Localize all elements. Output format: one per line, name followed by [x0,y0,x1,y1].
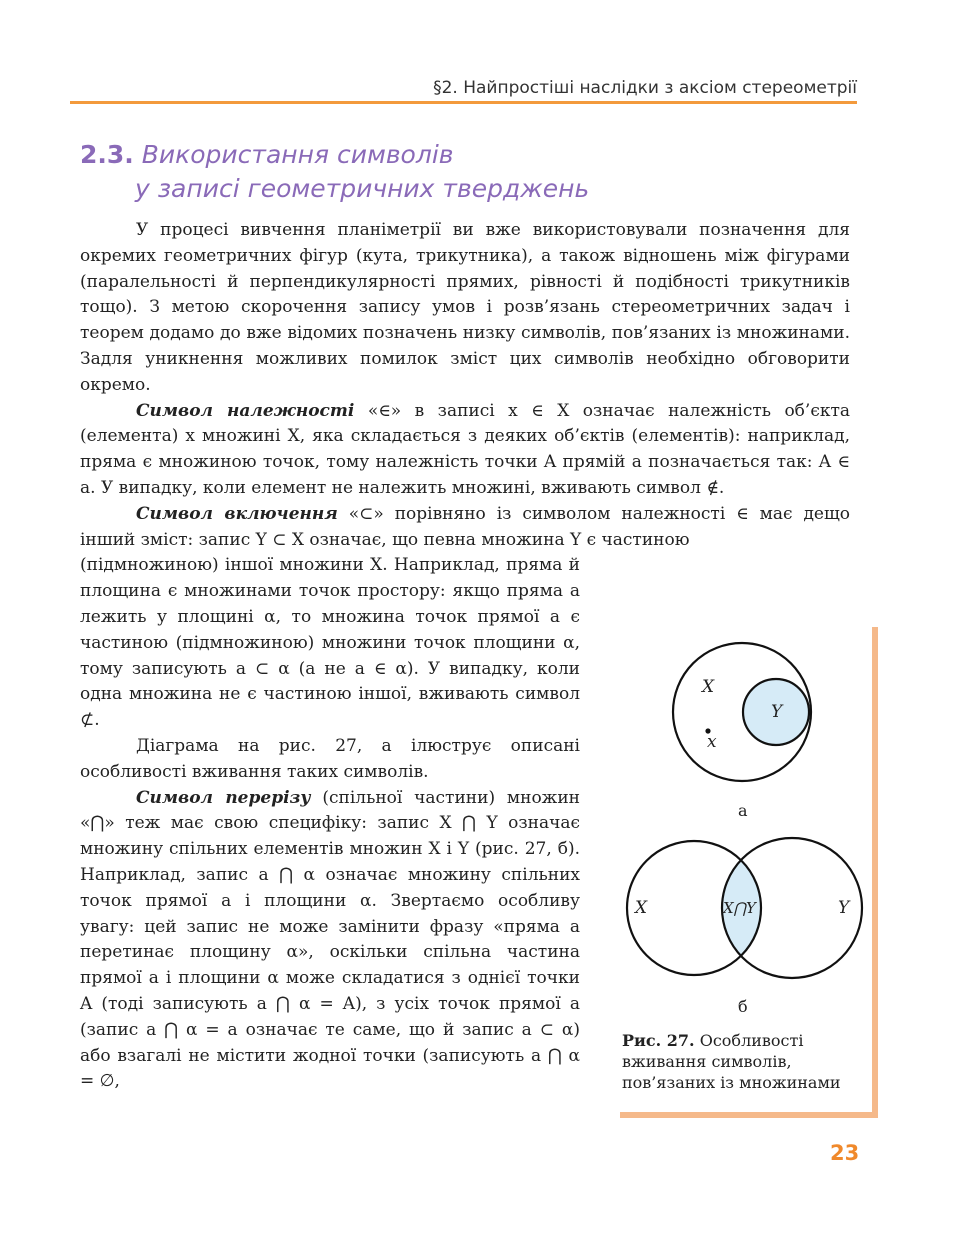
venn-diagram-b [620,830,870,1025]
paragraph-inclusion [80,502,850,554]
term-intersection: Символ перерізу [136,787,311,808]
figure-a-caption: а [738,801,748,820]
paragraph-intersection-text: (спільної частини) множин «⋂» теж має свою специфіку: запис X ⋂ Y означає множину спільних елементів множин X і Y (рис. 27, б). Наприклад, запис a ⋂ α означає множину спільних точок прямої a і площини α. Звертаємо особливу увагу: цей запис не може замінити фразу «пряма a перетинає площину α», оскільки спільна частина прямої a і площини α може складатися з однієї точки A (тоді записують a ⋂ α = A), з усіх точок прямої a (запис a ⋂ α = a означає те саме, що й запис a ⊂ α) або взагалі не містити жодної точки (записують a ⋂ α = ∅, [80,787,580,1092]
label-set-y: Y [838,898,850,918]
term-inclusion: Символ включення [136,503,338,524]
label-set-x: X [702,677,715,697]
label-intersection: X⋂Y [723,899,756,917]
paragraph-inclusion-text: «⊂» порівняно із символом належності ∈ має дещо інший зміст: запис Y ⊂ X означає, що певна множина Y є частиною [80,503,851,550]
term-membership: Символ належності [136,400,355,421]
running-header: §2. Найпростіші наслідки з аксіом стереометрії [433,78,857,98]
label-set-y: Y [771,702,783,722]
section-title [80,138,589,206]
paragraph-intro: У процесі вивчення планіметрії ви вже використовували позначення для окремих геометричних фігур (кута, трикутника), а також відношень між фігурами (паралельності й перпендикулярності прямих, рівності й подібності трикутників тощо). З метою скорочення запису умов і розв’язань стереометричних задач і теорем додамо до вже відомих позначень низку символів, пов’язаних із множинами. Задля уникнення можливих помилок зміст цих символів необхідно обговорити окремо. [80,220,850,395]
figure-b-caption: б [738,997,748,1016]
paragraph-intersection [80,786,580,1096]
label-element-x: x [707,732,717,752]
paragraph-membership [80,399,850,502]
figure-caption-number: Рис. 27. [622,1031,695,1050]
paragraph-inclusion-continued: (підмножиною) іншої множини X. Наприклад, пряма й площина є множинами точок простору: якщо пряма a лежить у площині α, то множина точок прямої a є частиною (підмножиною) множини точок площини α, тому записують a ⊂ α (а не a ∈ α). У випадку, коли одна множина не є частиною іншої, вживають символ ⊄. [80,555,580,731]
paragraph-diagram: Діаграма на рис. 27, а ілюструє описані особливості вживання таких символів. [80,735,580,782]
label-set-x: X [635,898,648,918]
page-number: 23 [830,1141,860,1165]
section-number: 2.3. [80,140,134,169]
header-rule [70,101,857,104]
figure-caption [622,1030,867,1093]
figure-caption-text: Особливості вживання символів, пов’язаних із множинами [622,1031,841,1092]
section-title-line2: у записі геометричних тверджень [135,174,590,203]
narrow-column [80,553,580,1095]
venn-diagram-a [620,630,870,830]
paragraph-membership-text: «∈» в записі x ∈ X означає належність об’єкта (елемента) x множині X, яка складається з деяких об’єктів (елементів): наприклад, пряма є множиною точок, тому належність точки A прямій a позначається так: A ∈ a. У випадку, коли елемент не належить множині, вживають символ ∉. [80,400,851,498]
section-title-line1: Використання символів [141,140,454,169]
